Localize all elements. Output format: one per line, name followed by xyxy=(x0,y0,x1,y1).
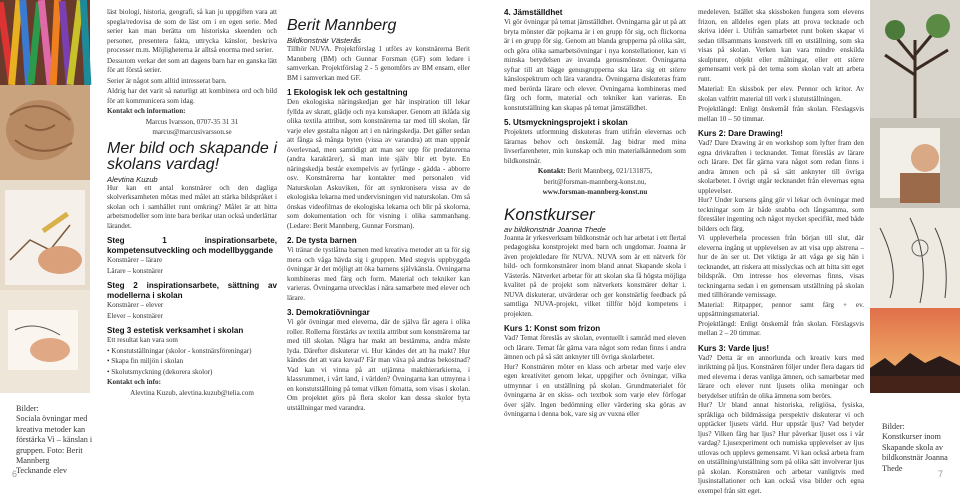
student-drawing-photo xyxy=(0,290,90,393)
berit-contact xyxy=(504,167,686,177)
kurs1-continued: medeleven. Istället ska skissboken fungera som elevens frizon, en alldeles egen plats att prova tecknade och skriva idéer i. Utifrån samarbetet runt boken skapar vi sedan tillsammans konstverk till en utställning, som ska visas på skolan. Verken kan vara mindre enskilda skulpturer, objekt eller målningar, eller ett större gemensamt verk på det tema som skolan valt att arbeta runt. xyxy=(698,8,864,84)
author-name: Alevtina Kuzub xyxy=(107,175,277,184)
mer-bild-body: Hur kan ett antal konstnärer och den dagliga skolverksamheten mötas med målet att stärka bildspråket i skolan och i samhället runt omkring? Målet är att hitta arbetsmodeller som inte bara berikar utan också underlättar lärandet. xyxy=(107,184,277,232)
heading-berit-mannberg: Berit Mannberg xyxy=(287,18,470,34)
contact-email[interactable]: marcus@marcusivarsson.se xyxy=(107,128,277,138)
berit-intro-text: Projektförslag 1 utförs av konstnärerna Berit Mannberg (BM) och Gunnar Forsman (GF) som ledare i samverkan. Projektförslag 2 - 5 genomförs av BM ensam, eller BM i samverkan med GF. xyxy=(287,45,470,82)
bullet-3: • Skolutsmyckning (dekorera skolor) xyxy=(107,368,277,378)
section2-title: 2. De tysta barnen xyxy=(287,236,470,246)
contact-name: Marcus Ivarsson, 0707-35 31 31 xyxy=(107,118,277,128)
serier-intro: läst biologi, historia, geografi, så kan ju uppgiften vara att spegla/redovisa de som de läst om i en egen serie. Med serier kan man berätta om historiska skeenden och personer, presentera fakta, uttrycka känslor, beskriva processer m.m. Möjligheterna är alltså enorma med serier. xyxy=(107,8,277,56)
step1-a: Konstnärer – lärare xyxy=(107,256,277,266)
tree-painting-photo xyxy=(870,0,960,118)
step2-b: Elever – konstnärer xyxy=(107,312,277,322)
berit-email[interactable]: berit@forsman-mannberg-konst.nu, xyxy=(504,178,686,188)
section1-title: 1 Ekologisk lek och gestaltning xyxy=(287,88,470,98)
page-number-left: 6 xyxy=(12,469,17,479)
berit-web[interactable]: www.forsman-mannberg-konst.nu xyxy=(504,188,686,198)
left-column-2 xyxy=(287,8,470,483)
berit-contact-body: Berit Mannberg, 021/131875, xyxy=(567,167,652,175)
kurs3-body: Vad? Detta är en annorlunda och kreativ kurs med inriktning på ljus. Konstnären följer under flera dagars tid med eleverna i deras vanliga ämnen, och samarbetar med lärare och elever runt ljusets olika meningar och betydelser utifrån de olika ämnena som berörs. Hur? Ur bland annat historiska, religiösa, fysiska, språkliga och bildmässiga perspektiv diskuterar vi och upptäcker ljusets värld. Hur uppstår ljus? Vad betyder ljus? Vilken färg har ljus? Hur påverkar ljuset oss i vår vardag? Ljusexperiment och numiska upplevelser av ljus utlovas och upplevs gemensamt. Vi kan också arbeta fram en utställning/utställning som på olika sätt involverar ljus på skolan. Konstnären och arbetar vanligtvis med ljusinstallationer och kan också visa bilder och egna exempel från sitt eget. xyxy=(698,354,864,496)
kurs2-title: Kurs 2: Dare Drawing! xyxy=(698,129,864,139)
bullet-1: • Konstutställningar (skolor - konstnärsföreningar) xyxy=(107,347,277,357)
right-column-1 xyxy=(504,8,686,483)
left-column-1 xyxy=(107,8,277,483)
section3-title: 3. Demokratiövningar xyxy=(287,308,470,318)
step1-b: Lärare – konstnärer xyxy=(107,267,277,277)
berit-intro xyxy=(287,45,470,83)
kurs2-body: Vad? Dare Drawing är en workshop som lyfter fram den egna drivkraften i tecknandet. Temat föreslås av lärare och lärare. Det får gärna vara något som redan finns i andra ämnen och på så sätt anknyter till övriga skolarbetet. I övrigt utgår tecknandet från elevernas egna upplevelser. Hur? Under kursens gång gör vi lekar och övningar med teckningar som är både snabba och långsamma, som förestäler ingenting och något mycket specifikt, med både bilders och färg. Vi uppleverhela processen från början till slut, där eleverna ingång ut upplevelsen av att visa upp alstrena – hur de än ser ut. Det viktiga är att våga ge sig hän i tecknandet, att riskera att misslyckas och att hitta sitt eget bildspråk. Om intresse hos elevernas finns, visas teckningarna sedan i en gemensam utställning på skolan med tillhörande vernissage. Material: Ritpapper, pennor samt färg + ev. uppsättningsmaterial. Projektlängd: Enligt önskemål från skolan. Förslagsvis mellan 2 – 20 timmar. xyxy=(698,139,864,339)
step2-heading: Steg 2 inspirationsarbete, sättning av modellerna i skolan xyxy=(107,281,277,301)
kurs1-body: Vad? Temat föreslås av skolan, eventuellt i samråd med eleven och lärare. Temat får gärna vara något som redan finns i andra ämnen och på så sätt anknyter till övriga skolarbetet. Hur? Konstnären möter en klass och arbetar med varje elev egen kreativitet genom lekar, uppgifter och övningar, vilka utmynnar i en utställning på skolan. Grundmaterialet för övningarna är en skiss- och textbok som varje elev förfogar över själv. Ingen bedömning eller värdering ska göras av övningarna i denna bok, vare sig av vuxna eller xyxy=(504,334,686,420)
kurs1-material: Material: En skissbok per elev. Pennor och kritor. Av skolan valfritt material till verk i slututställningen. xyxy=(698,85,864,104)
kurs1-title: Kurs 1: Konst som frizon xyxy=(504,324,686,334)
section1-body: Den ekologiska näringskedjan ger här inspiration till lekar fyllda av skratt, glädje och nya kunskaper. Genom att iklåda sig olika textila attribut, som konstnärerna tar med till skolan, får varje elev gestalta någon art i en näringskedja. Det gäller sedan att fånga så många byten (vissa av varandra) att man uppnår överlevnad, men samtidigt att man ser upp för predatorerna (andra karaktärer), så man inte själv blir ett byte. En näringskedja består exempelvis av fyrlänge - gädda - abborre osv. Konstnärerna har kontakter med personalen vid Naturskolan Askuviken, för att synkronisera vissa av de ekologiska lekarna med undervisningen vid naturskolan. Om så önskas videofilmas de ekologiska lekarna och blir på skolorna, som dokumentation och för visning i olika sammanhang. (Ledare: Berit Mannberg, Gunnar Forsman). xyxy=(287,98,470,231)
left-photo-strip xyxy=(0,0,90,393)
section3-body: Vi gör övningar med eleverna, där de själva får agera i olika roller. Rollerna förstärks av textila attribut som konstnärerna tar med till skolan. Några har makt att bestämma, andra måste lyda. Därefter diskuterar vi. Hur kändes det att ha makt? Hur kändes det att vara kuvad? Får man växa på andras bekostnad? Vad kan vi vinna på att utjämna makthierarkierna, i klassrummet, i vårt land, i världen? Övningarna kan utmynna i en konstutställning på temat vilken förnatta, som visas i skolan. Om projektet görs på flera skolor kan dessa skolor byta utställningar med varandra. xyxy=(287,318,470,413)
contact-label: Kontakt och information: xyxy=(107,107,277,117)
right-column-2 xyxy=(698,8,864,483)
subtitle-joanna: av bildkonstnär Joanna Thede xyxy=(504,225,686,234)
sketch-photo xyxy=(870,208,960,308)
left-caption: Bilder: Sociala övningar med kreativa metoder kan förstärka Vi – känslan i gruppen. Foto: Berit Mannberg Tecknande elev xyxy=(10,398,100,477)
child-painting-photo xyxy=(870,118,960,208)
sunset-photo xyxy=(870,308,960,393)
section5-body: Projektets utformning diskuteras fram utifrån elevernas och lärarnas behov och önskemål. Jag bidrar med mina livserfarenheter, min kunskap och min materialkännedom som bildkonstnär. xyxy=(504,128,686,166)
kurs1-plan: Projektlängd: Enligt önskemål från skolan. Förslagsvis mellan 10 – 50 timmar. xyxy=(698,105,864,124)
section-heading-mer-bild: Mer bild och skapande i skolans vardag! xyxy=(107,141,277,173)
crayons-photo xyxy=(0,0,90,85)
contact2-label: Kontakt och info: xyxy=(107,378,277,388)
section4-title: 4. Jämställdhet xyxy=(504,8,686,18)
hand-drawing-photo xyxy=(0,180,90,290)
contact2[interactable]: Alevtina Kuzub, alevtina.kuzub@telia.com xyxy=(107,389,277,399)
kurs3-title: Kurs 3: Varde ljus! xyxy=(698,344,864,354)
subtitle-berit: Bildkonstnär Västerås xyxy=(287,36,470,45)
right-caption: Bilder: Konstkurser inom Skapande skola av bildkonstnär Joanna Thede xyxy=(876,416,966,474)
bullet-2: • Skapa fin miljön i skolan xyxy=(107,357,277,367)
berit-contact-label: Kontakt: xyxy=(538,167,566,175)
step3-heading: Steg 3 estetisk verksamhet i skolan xyxy=(107,326,277,336)
page-number-right: 7 xyxy=(938,469,943,479)
subtitle-nuva: Tillhör NUVA. xyxy=(287,45,331,53)
step1-heading: Steg 1 inspirationsarbete, kompetensutveckling och modellbyggande xyxy=(107,236,277,256)
serier-p2: Dessutom verkar det som att dagens barn har en ganska lätt för att förstå serier. xyxy=(107,57,277,76)
section5-title: 5. Utsmyckningsprojekt i skolan xyxy=(504,118,686,128)
right-photo-strip xyxy=(870,0,960,393)
step3-intro: Ett resultat kan vara som xyxy=(107,336,277,346)
clay-tile-photo xyxy=(0,85,90,180)
joanna-intro: Joanna är yrkesverksam bildkonstnär och har arbetat i ett flertal pedagogiska konstprojekt med barn och ungdomar. Joanna är även projektledare för NUVA. NUVA som är ett nätverk för bild- och formkonstnärer inom bland annat Skapande skola i Västerås. Nätverket arbetar för att skolan ska få högsta möjliga kvalitet på de projekt som nätverkets konstnärer deltar i. NUVA diskuterar, utvärderar och ger konstnärlig feedback på samtliga NUVA-projekt, vilket tillför höjd kompetens i projekten. xyxy=(504,234,686,320)
right-page xyxy=(480,0,960,487)
heading-konstkurser: Konstkurser xyxy=(504,206,686,223)
left-page xyxy=(0,0,480,487)
section4-body: Vi gör övningar på temat jämställdhet. Övningarna går ut på att bryta mönster där pojkarna är i en grupp för sig, och flickorna är i en grupp för sig. Genom att blanda grupperna på olika sätt, och göra olika samarbetsövningar i nya konstellationer, kan vi minska betydelsen av invanda genusmönster. Övningarna syftar till att bägge genusgrupperna ska lära sig ett större känslospektrum och lära varandra. Övningarna diskuteras fram med berörda lärare och elever. Övningarna kombineras med färg och form, material och tekniker kan varieras. En konstutställning kan skapas på temat jämställdhet. xyxy=(504,18,686,113)
serier-p4: Aldrig har det varit så naturligt att kombinera ord och bild för att kommunicera som idag. xyxy=(107,87,277,106)
section2-body: Vi tränar de tystlåtna barnen med kreativa metoder att ta för sig mera och våga hävda sig i gruppen. Med stegvis uppbyggda övningar är det möjligt att öka barnens självkänsla. Övningarna kombineras med färg och form. Material och tekniker kan varieras. Övningarna utvecklas i nära samarbete med elever och lärare. xyxy=(287,246,470,303)
serier-p3: Serier är något som alltid intresserat barn. xyxy=(107,77,277,87)
step2-a: Konstnärer – elever xyxy=(107,301,277,311)
